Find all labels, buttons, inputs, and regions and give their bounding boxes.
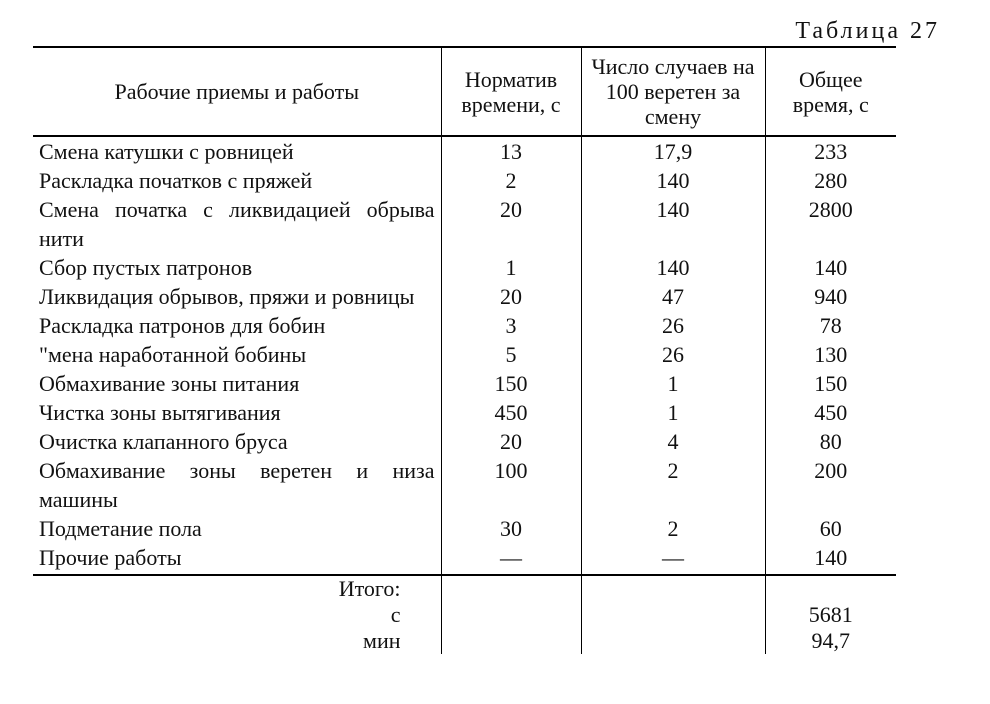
row-norm: 13: [441, 136, 581, 166]
row-total: 130: [765, 340, 896, 369]
table-caption: Таблица 27: [795, 18, 940, 44]
table-row: [33, 195, 896, 253]
total-row: [33, 575, 896, 602]
table-row: [33, 514, 896, 543]
row-norm: 150: [441, 369, 581, 398]
row-total: 2800: [765, 195, 896, 253]
row-name: Сбор пустых патронов: [39, 255, 253, 280]
table-row: [33, 311, 896, 340]
row-cases: 4: [581, 427, 765, 456]
row-total: 940: [765, 282, 896, 311]
row-total: 140: [765, 253, 896, 282]
row-cases: 1: [581, 398, 765, 427]
header-cases: Число случаев на 100 веретен за смену: [581, 47, 765, 136]
total-norm-empty: [441, 575, 581, 602]
total-label: Итого:: [338, 576, 401, 601]
row-cases: 47: [581, 282, 765, 311]
row-total: 233: [765, 136, 896, 166]
total-cases-empty: [581, 575, 765, 602]
row-norm: 20: [441, 195, 581, 253]
row-total: 78: [765, 311, 896, 340]
row-cases: 17,9: [581, 136, 765, 166]
row-norm: 450: [441, 398, 581, 427]
row-name: Чистка зоны вытягивания: [39, 400, 281, 425]
header-row: [33, 47, 896, 136]
row-name: Ликвидация обрывов, пряжи и ровницы: [39, 284, 415, 309]
row-name: Подметание пола: [39, 516, 202, 541]
row-name: Обмахивание зоны питания: [39, 371, 300, 396]
row-name: Раскладка патронов для бобин: [39, 313, 326, 338]
total-seconds-cases-empty: [581, 602, 765, 628]
table-row: [33, 136, 896, 166]
total-minutes-row: [33, 628, 896, 654]
row-cases: 26: [581, 311, 765, 340]
row-name: Прочие работы: [33, 543, 441, 575]
header-work: Рабочие приемы и работы: [33, 47, 441, 136]
row-norm: 100: [441, 456, 581, 514]
row-cases: 140: [581, 253, 765, 282]
row-total: 60: [765, 514, 896, 543]
row-name: Обмахивание зоны веретен и низа машины: [39, 458, 435, 512]
row-norm: 5: [441, 340, 581, 369]
row-total: 280: [765, 166, 896, 195]
table-row: [33, 543, 896, 575]
total-minutes-cases-empty: [581, 628, 765, 654]
table-row: [33, 427, 896, 456]
total-seconds-norm-empty: [441, 602, 581, 628]
table-row: [33, 369, 896, 398]
total-seconds-row: [33, 602, 896, 628]
row-name: Раскладка початков с пряжей: [39, 168, 313, 193]
row-cases: 140: [581, 166, 765, 195]
table-row: [33, 166, 896, 195]
row-name: "мена наработанной бобины: [39, 342, 307, 367]
row-cases: 2: [581, 456, 765, 514]
row-name: Смена катушки с ровницей: [39, 139, 294, 164]
row-total: 140: [765, 543, 896, 575]
row-cases: 140: [581, 195, 765, 253]
total-minutes-norm-empty: [441, 628, 581, 654]
row-total: 80: [765, 427, 896, 456]
row-cases: 1: [581, 369, 765, 398]
table-row: [33, 253, 896, 282]
header-norm: Норматив времени, с: [441, 47, 581, 136]
row-total: 150: [765, 369, 896, 398]
row-name: Смена початка с ликвидацией обрыва нити: [39, 197, 435, 251]
row-cases: —: [581, 543, 765, 575]
table-row: [33, 456, 896, 514]
total-minutes-value: 94,7: [765, 628, 896, 654]
table-row: [33, 398, 896, 427]
row-cases: 26: [581, 340, 765, 369]
table-row: [33, 340, 896, 369]
table-row: [33, 282, 896, 311]
total-minutes-label: мин: [363, 628, 401, 653]
row-name: Очистка клапанного бруса: [39, 429, 288, 454]
row-norm: 30: [441, 514, 581, 543]
total-seconds-label: с: [390, 602, 401, 627]
total-empty: [765, 575, 896, 602]
row-norm: 20: [441, 427, 581, 456]
header-total: Общее время, с: [765, 47, 896, 136]
row-norm: 2: [441, 166, 581, 195]
time-norms-table: [33, 46, 896, 654]
row-cases: 2: [581, 514, 765, 543]
row-norm: 3: [441, 311, 581, 340]
row-total: 450: [765, 398, 896, 427]
total-seconds-value: 5681: [765, 602, 896, 628]
row-total: 200: [765, 456, 896, 514]
row-norm: —: [441, 543, 581, 575]
row-norm: 20: [441, 282, 581, 311]
row-norm: 1: [441, 253, 581, 282]
